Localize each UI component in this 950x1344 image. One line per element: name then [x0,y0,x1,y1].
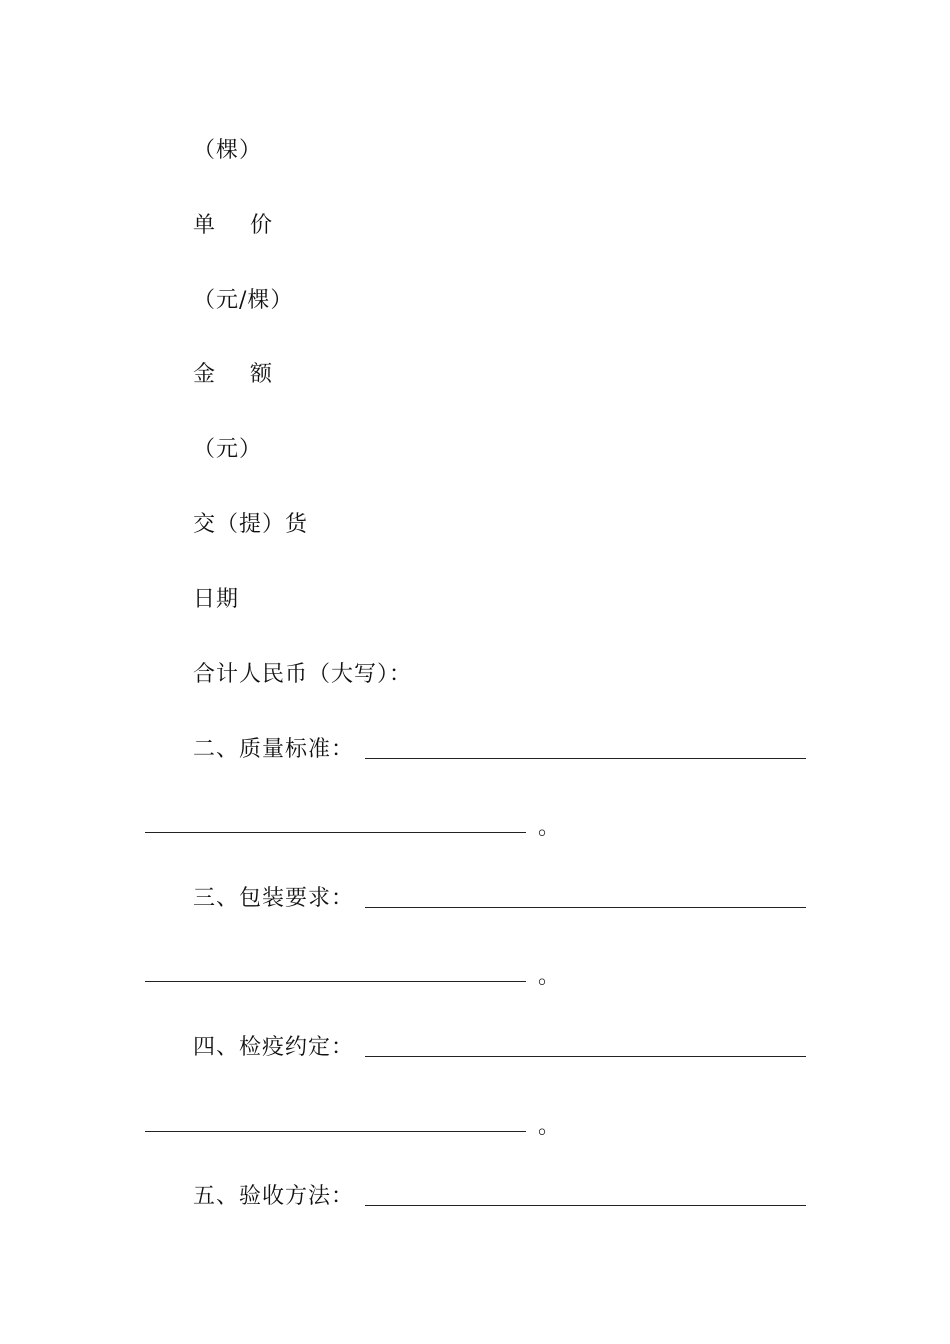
quality-standard-period: 。 [538,815,561,840]
packaging-blank[interactable] [365,907,806,908]
acceptance-blank[interactable] [365,1205,806,1206]
quality-standard-label: 二、质量标准： [193,737,355,762]
unit-price-unit-label: （元/棵） [193,288,294,313]
quarantine-blank[interactable] [365,1056,806,1057]
quarantine-period: 。 [538,1114,561,1139]
amount-label: 金 额 [193,362,286,387]
packaging-period: 。 [538,964,561,989]
quality-standard-blank[interactable] [365,758,806,759]
quarantine-blank-cont[interactable] [145,1131,526,1132]
amount-unit-label: （元） [193,437,263,462]
packaging-label: 三、包装要求： [193,886,355,911]
quarantine-label: 四、检疫约定： [193,1035,355,1060]
packaging-blank-cont[interactable] [145,981,526,982]
quality-standard-blank-cont[interactable] [145,832,526,833]
delivery-label: 交（提）货 [193,512,309,537]
date-label: 日期 [193,587,240,612]
total-rmb-label: 合计人民币（大写）： [193,662,413,687]
acceptance-label: 五、验收方法： [193,1184,355,1209]
unit-price-label: 单 价 [193,213,286,238]
unit-trees-label: （棵） [193,138,263,163]
